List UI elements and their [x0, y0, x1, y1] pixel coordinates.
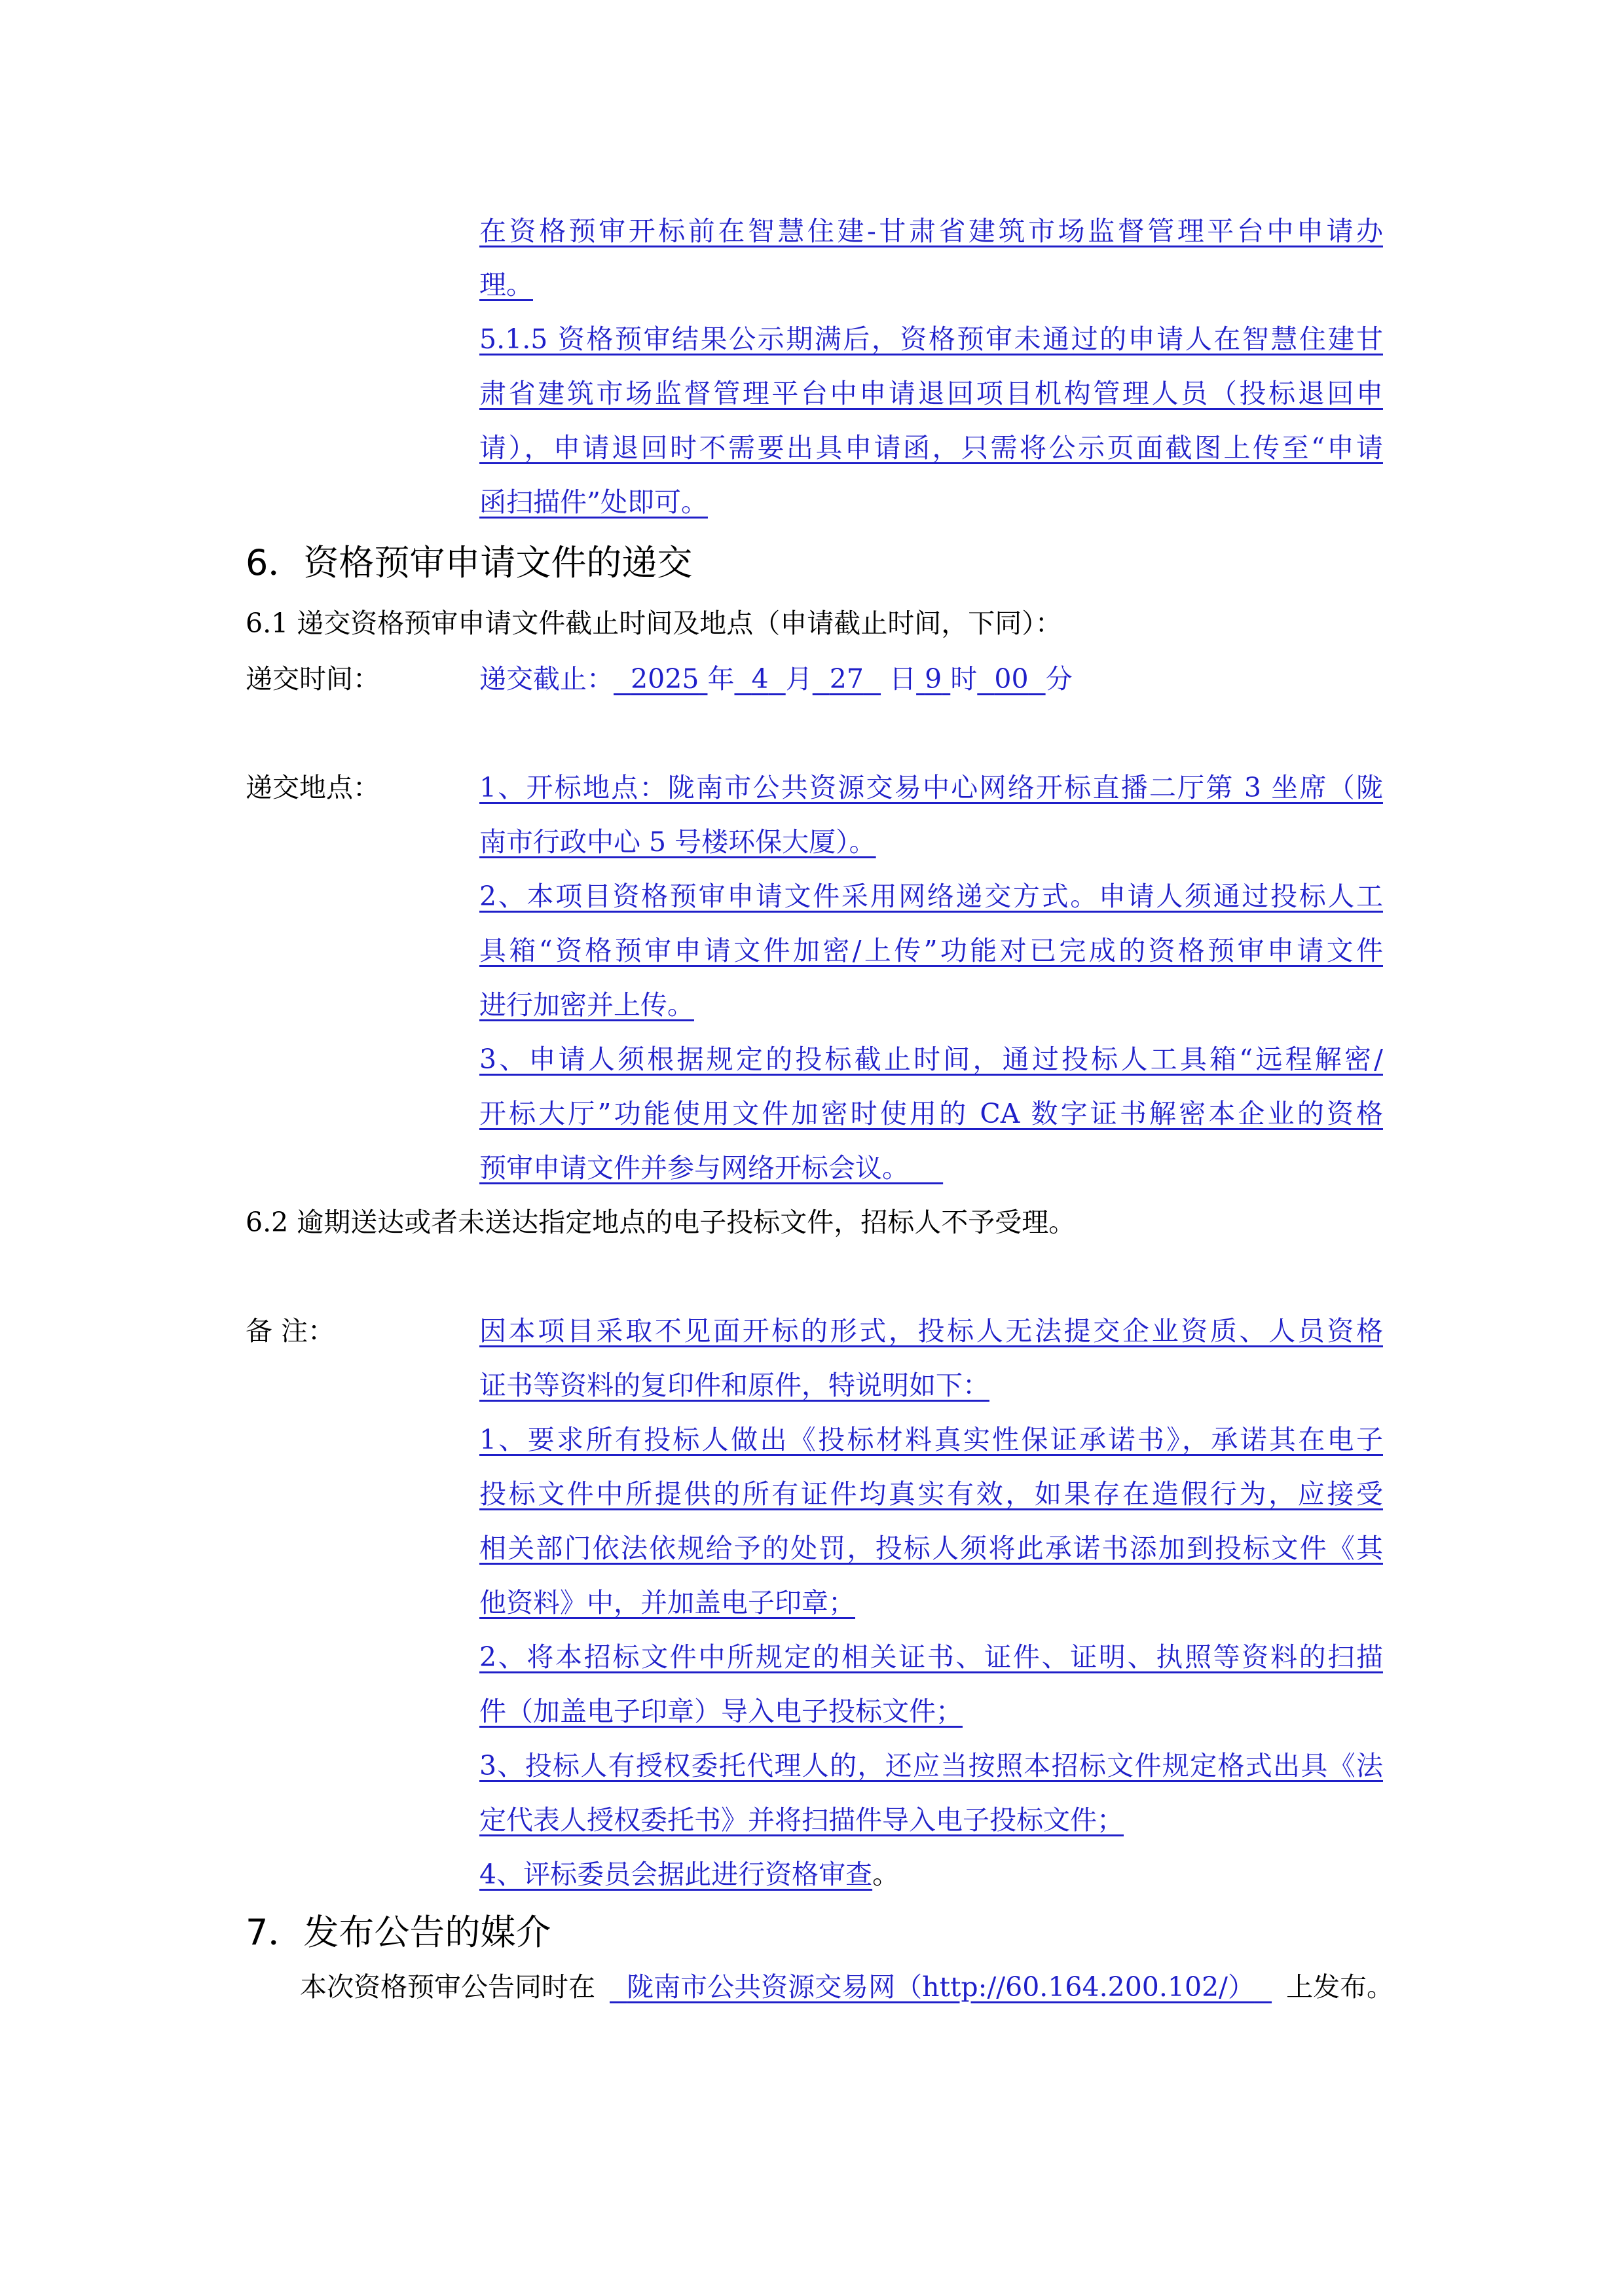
place-line-7: 开标大厅”功能使用文件加密时使用的 CA 数字证书解密本企业的资格	[479, 1098, 1383, 1129]
remark-line-9: 3、投标人有授权委托代理人的，还应当按照本招标文件规定格式出具《法	[479, 1750, 1383, 1781]
top-line-5: 请），申请退回时不需要出具申请函，只需将公示页面截图上传至“申请	[479, 432, 1383, 464]
submit-time-label: 递交时间：	[246, 663, 380, 695]
top-line-1: 在资格预审开标前在智慧住建-甘肃省建筑市场监督管理平台中申请办	[479, 215, 1383, 247]
submit-time-value: 递交截止： 2025 年 4 月 27 日 9 时 00 分	[479, 663, 1073, 695]
remark-line-3: 1、要求所有投标人做出《投标材料真实性保证承诺书》，承诺其在电子	[479, 1424, 1383, 1455]
place-line-4: 具箱“资格预审申请文件加密/上传”功能对已完成的资格预审申请文件	[479, 935, 1383, 966]
remark-line-1: 因本项目采取不见面开标的形式，投标人无法提交企业资质、人员资格	[479, 1315, 1383, 1347]
submit-place-label: 递交地点：	[246, 772, 380, 803]
remark-line-4: 投标文件中所提供的所有证件均真实有效，如果存在造假行为，应接受	[479, 1478, 1383, 1510]
remark-line-2: 证书等资料的复印件和原件，特说明如下：	[479, 1370, 989, 1401]
place-line-2: 南市行政中心 5 号楼环保大厦）。	[479, 826, 876, 858]
trading-site-link[interactable]: 陇南市公共资源交易网（http://60.164.200.102/）	[627, 1971, 1255, 2003]
remark-line-6: 他资料》中，并加盖电子印章；	[479, 1587, 855, 1618]
remark-line-8: 件（加盖电子印章）导入电子投标文件；	[479, 1696, 963, 1727]
top-line-3: 5.1.5 资格预审结果公示期满后，资格预审未通过的申请人在智慧住建甘	[479, 323, 1383, 355]
section7-heading: 7．发布公告的媒介	[246, 1912, 551, 1953]
remark-label: 备 注：	[246, 1315, 335, 1347]
item-6-1: 6.1 递交资格预审申请文件截止时间及地点（申请截止时间，下同）：	[246, 608, 1062, 639]
place-line-6: 3、申请人须根据规定的投标截止时间，通过投标人工具箱“远程解密/	[479, 1044, 1383, 1075]
place-line-1: 1、开标地点：陇南市公共资源交易中心网络开标直播二厅第 3 坐席（陇	[479, 772, 1383, 803]
section7-text: 本次资格预审公告同时在 陇南市公共资源交易网（http://60.164.200.102/） 上发布。	[300, 1971, 1394, 2003]
place-line-3: 2、本项目资格预审申请文件采用网络递交方式。申请人须通过投标人工	[479, 881, 1383, 912]
top-line-4: 肃省建筑市场监督管理平台中申请退回项目机构管理人员（投标退回申	[479, 378, 1383, 409]
place-line-5: 进行加密并上传。	[479, 989, 694, 1021]
section6-heading: 6．资格预审申请文件的递交	[246, 542, 693, 583]
place-line-8: 预审申请文件并参与网络开标会议。	[479, 1152, 909, 1184]
remark-line-11: 4、评标委员会据此进行资格审查。	[479, 1859, 900, 1890]
item-6-2: 6.2 逾期送达或者未送达指定地点的电子投标文件，招标人不予受理。	[246, 1207, 1076, 1238]
remark-line-10: 定代表人授权委托书》并将扫描件导入电子投标文件；	[479, 1804, 1124, 1836]
top-line-6: 函扫描件”处即可。	[479, 486, 708, 518]
remark-line-7: 2、将本招标文件中所规定的相关证书、证件、证明、执照等资料的扫描	[479, 1641, 1383, 1673]
top-line-2: 理。	[479, 269, 533, 301]
remark-line-5: 相关部门依法依规给予的处罚，投标人须将此承诺书添加到投标文件《其	[479, 1533, 1383, 1564]
